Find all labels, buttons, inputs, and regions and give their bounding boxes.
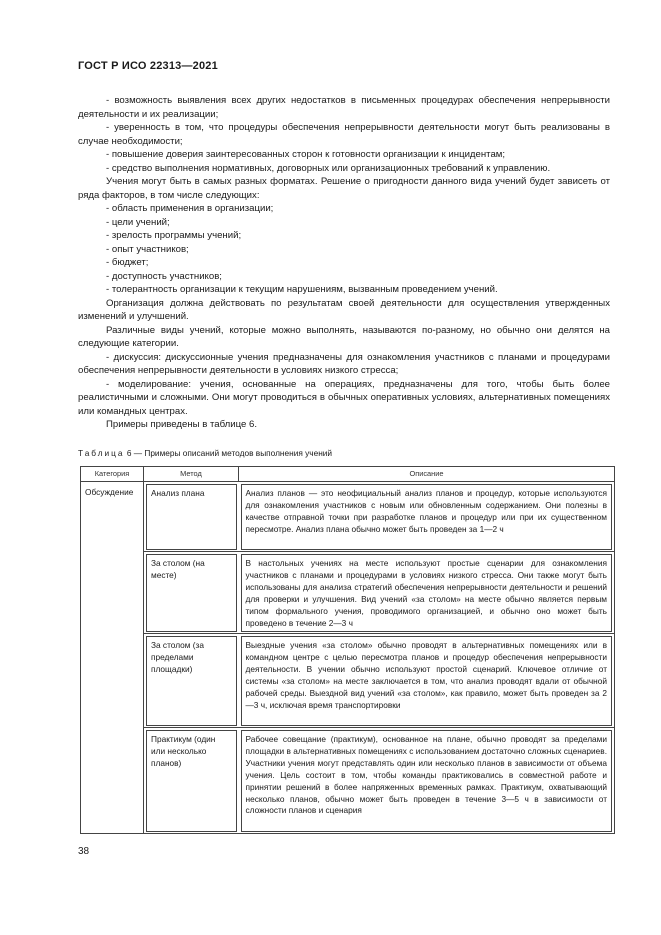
table-caption-text: 6 — Примеры описаний методов выполнения учений xyxy=(124,448,333,458)
page-number: 38 xyxy=(78,846,90,857)
paragraph: - возможность выявления всех других недостатков в письменных процедурах обеспечения непрерывности деятельности и их реализации; xyxy=(78,95,610,120)
description-text: Анализ планов — это неофициальный анализ планов и процедур, которые используются для ознакомления участников с новым или обновленным содержанием. Они полезны в качестве отправной точки при разработке планов и процедур или при их существенном пересмотре. Анализ плана обычно может быть проведен за 1—2 ч xyxy=(241,484,613,550)
description-text: Рабочее совещание (практикум), основанное на плане, обычно проводят за пределами площадки в альтернативных помещениях с использованием достаточно сложных сценариев. Участники учения могут представлять один или несколько планов в зависимости от объема учения. Цель состоит в том, чтобы команды практиковались в совместной работе и принятии решений в более напряженных временных рамках. Практикум, охватывающий несколько планов, обычно может быть проведен в течение 3—5 ч в зависимости от сложности планов и сценария xyxy=(241,730,613,832)
paragraph: - доступность участников; xyxy=(106,270,222,282)
paragraph: Различные виды учений, которые можно выполнять, называются по-разному, но обычно они делятся на следующие категории. xyxy=(78,324,610,349)
paragraph: - цели учений; xyxy=(106,216,170,228)
method-label: Анализ плана xyxy=(146,484,237,550)
paragraph: - зрелость программы учений; xyxy=(106,230,242,241)
column-header-description: Описание xyxy=(239,467,615,482)
paragraph: - область применения в организации; xyxy=(106,203,274,214)
table-row xyxy=(81,482,615,552)
paragraph: Организация должна действовать по результатам своей деятельности для осуществления утвержденных изменений и улучшений. xyxy=(78,297,610,322)
exercise-methods-table xyxy=(80,466,615,834)
table-caption xyxy=(78,448,618,458)
body-text xyxy=(78,94,610,432)
method-cell xyxy=(144,552,239,634)
column-header-category: Категория xyxy=(81,467,144,482)
description-cell xyxy=(239,552,615,634)
description-cell xyxy=(239,728,615,834)
paragraph: - опыт участников; xyxy=(106,243,189,255)
paragraph: - моделирование: учения, основанные на операциях, предназначены для того, чтобы быть более реалистичными и сложными. Они могут проводиться в обычных оперативных условиях, альтернативных помещениях или командных центрах. xyxy=(78,378,610,417)
table-row xyxy=(81,552,615,634)
method-label: Практикум (один или несколько планов) xyxy=(146,730,237,832)
paragraph: - дискуссия: дискуссионные учения предназначены для ознакомления участников с планами и процедурами обеспечения непрерывности деятельности в условиях низкого стресса; xyxy=(78,351,610,376)
table-row xyxy=(81,634,615,728)
paragraph: Примеры приведены в таблице 6. xyxy=(106,419,258,430)
category-cell xyxy=(81,482,144,834)
method-label: За столом (за пределами площадки) xyxy=(146,636,237,726)
paragraph: Учения могут быть в самых разных форматах. Решение о пригодности данного вида учений будет зависеть от ряда факторов, в том числе следующих: xyxy=(78,176,610,201)
document-header: ГОСТ Р ИСО 22313—2021 xyxy=(78,60,218,72)
paragraph: - повышение доверия заинтересованных сторон к готовности организации к инцидентам; xyxy=(106,149,506,160)
paragraph: - бюджет; xyxy=(106,257,149,268)
paragraph: - уверенность в том, что процедуры обеспечения непрерывности деятельности могут быть реализованы в случае необходимости; xyxy=(78,122,610,147)
paragraph: - толерантность организации к текущим нарушениям, вызванным проведением учений. xyxy=(106,284,498,295)
table-caption-prefix: Таблица xyxy=(78,448,125,458)
method-cell xyxy=(144,482,239,552)
method-label: За столом (на месте) xyxy=(146,554,237,632)
description-cell xyxy=(239,482,615,552)
description-text: Выездные учения «за столом» обычно проводят в альтернативных помещениях или в командном центре с целью пересмотра планов и процедур обеспечения непрерывности деятельности. В учении обычно используют простой сценарий. Ключевое отличие от системы «за столом» на месте заключается в том, что анализ проводят вдали от обычной рабочей среды. Выездной вид учений «за столом», как правило, может быть проведен за 2—3 ч, исключая время транспортировки xyxy=(241,636,613,726)
paragraph: - средство выполнения нормативных, договорных или организационных требований к управлению. xyxy=(106,162,551,174)
method-cell xyxy=(144,728,239,834)
description-text: В настольных учениях на месте используют простые сценарии для ознакомления участников с планами и процедурами в условиях низкого стресса. Они также могут быть использованы для анализа стратегий обеспечения непрерывности деятельности и решений для проверки и улучшения. Вид учений «за столом» на месте обычно является первым типом формального учения, проводимого организацией, и обычно оно может быть проведено в течение 2—3 ч xyxy=(241,554,613,632)
method-cell xyxy=(144,634,239,728)
column-header-method: Метод xyxy=(144,467,239,482)
category-label: Обсуждение xyxy=(85,487,134,497)
table-header-row xyxy=(81,467,615,482)
table-row xyxy=(81,728,615,834)
description-cell xyxy=(239,634,615,728)
